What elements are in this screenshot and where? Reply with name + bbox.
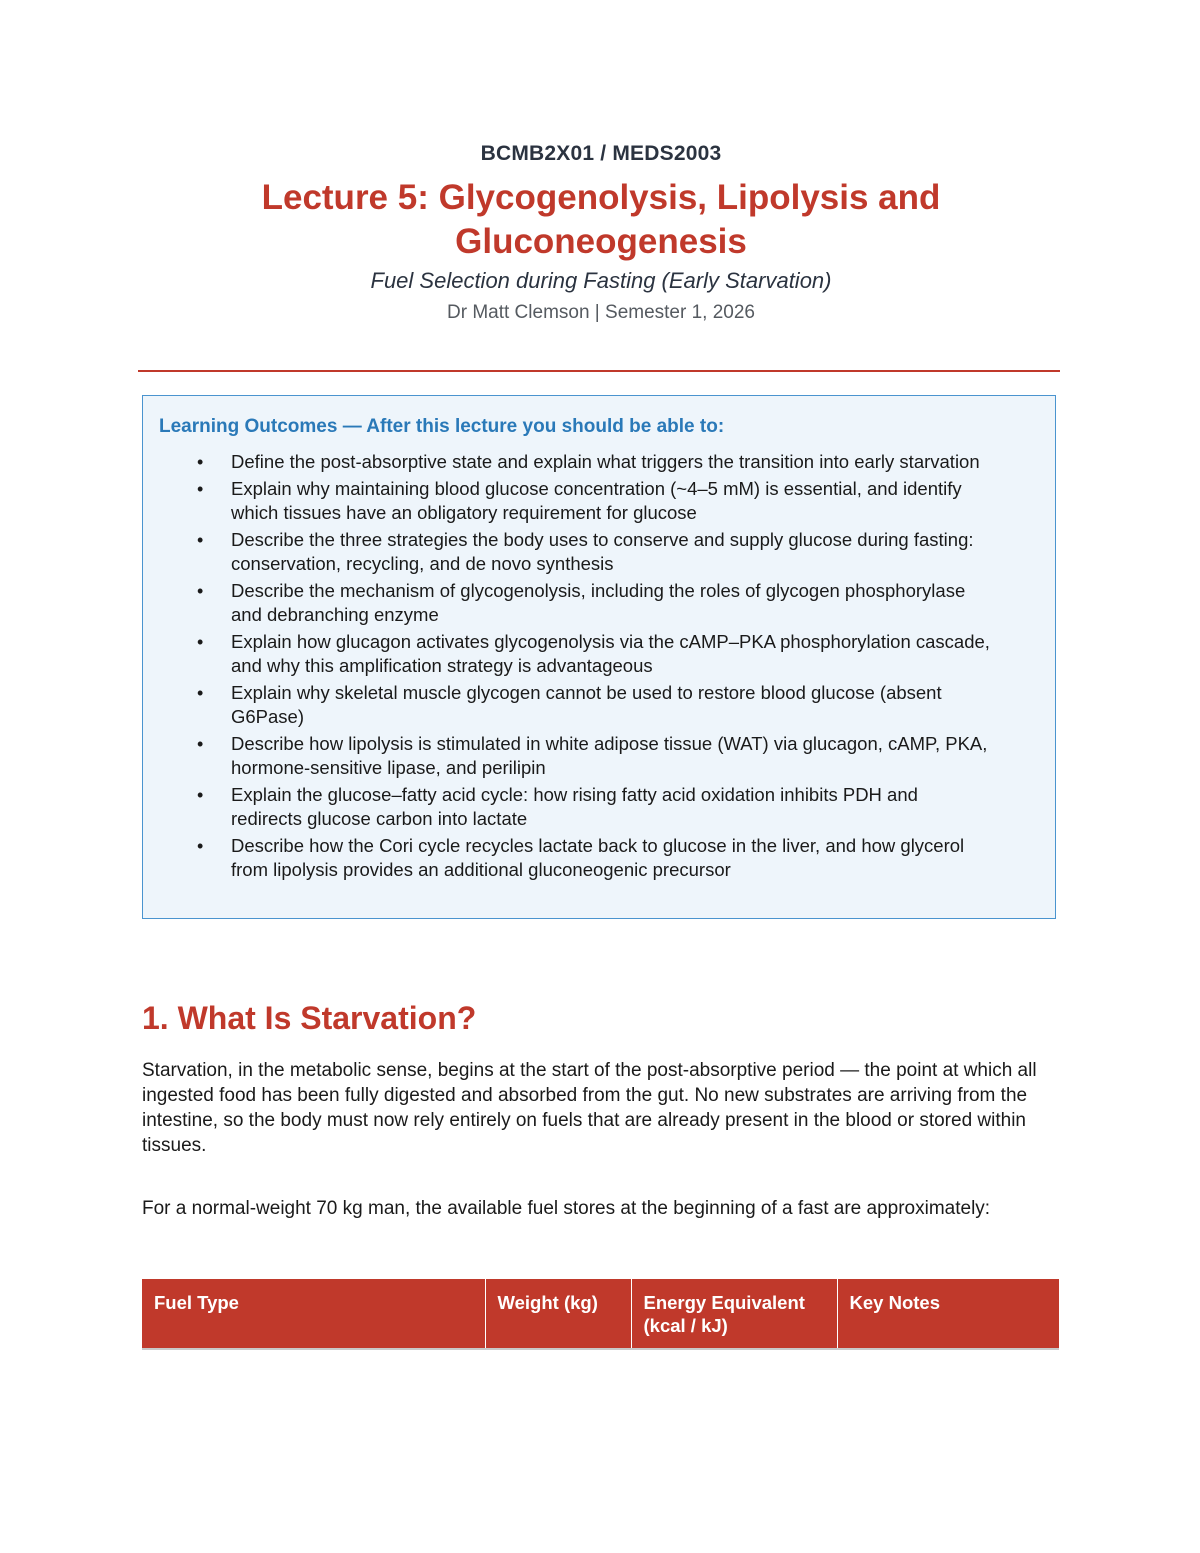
section-paragraph-2: For a normal-weight 70 kg man, the available fuel stores at the beginning of a fast are approximately:: [142, 1198, 991, 1219]
column-header-weight: Weight (kg): [485, 1279, 631, 1349]
list-item: [143, 681, 991, 729]
list-item-text: Describe how the Cori cycle recycles lactate back to glucose in the liver, and how glycerol from lipolysis provides an additional gluconeogenic precursor: [231, 835, 965, 880]
author-byline: Dr Matt Clemson | Semester 1, 2026: [447, 302, 755, 323]
bullet-icon: •: [197, 530, 204, 550]
list-item-text: Explain how glucagon activates glycogenolysis via the cAMP–PKA phosphorylation cascade, and why this amplification strategy is advantageous: [231, 631, 990, 676]
list-item: [143, 732, 991, 780]
section-paragraph-1: Starvation, in the metabolic sense, begins at the start of the post-absorptive period — the point at which all ingested food has been fully digested and absorbed from the gut. No new substrates are arriving from the intestine, so the body must now rely entirely on fuels that are already present in the blood or stored within tissues.: [142, 1060, 1037, 1156]
list-item-text: Explain the glucose–fatty acid cycle: how rising fatty acid oxidation inhibits PDH and redirects glucose carbon into lactate: [231, 784, 918, 829]
list-item-text: Explain why skeletal muscle glycogen cannot be used to restore blood glucose (absent G6Pase): [231, 682, 942, 727]
list-item-text: Define the post-absorptive state and explain what triggers the transition into early starvation: [231, 451, 980, 472]
bullet-icon: •: [197, 632, 204, 652]
learning-outcomes-box: [142, 395, 1056, 919]
bullet-icon: •: [197, 683, 204, 703]
list-item: [143, 579, 991, 627]
list-item-text: Describe how lipolysis is stimulated in white adipose tissue (WAT) via glucagon, cAMP, PKA, hormone-sensitive lipase, and perilipin: [231, 733, 988, 778]
table-header-row: [142, 1279, 1059, 1349]
list-item: [143, 450, 991, 474]
page-subtitle: Fuel Selection during Fasting (Early Starvation): [370, 268, 832, 293]
bullet-icon: •: [197, 581, 204, 601]
list-item: [143, 834, 991, 882]
column-header-fuel-type: Fuel Type: [142, 1279, 485, 1349]
list-item-text: Describe the mechanism of glycogenolysis, including the roles of glycogen phosphorylase and debranching enzyme: [231, 580, 966, 625]
list-item: [143, 630, 991, 678]
page-title-line-2: Gluconeogenesis: [455, 222, 747, 261]
list-item: [143, 528, 991, 576]
page-title: [142, 176, 1060, 264]
title-divider: [138, 370, 1060, 372]
bullet-icon: •: [197, 836, 204, 856]
fuel-stores-table: [142, 1279, 1059, 1349]
learning-outcomes-list: [143, 450, 991, 885]
list-item: [143, 783, 991, 831]
course-code: BCMB2X01 / MEDS2003: [480, 142, 722, 165]
column-header-energy: Energy Equivalent (kcal / kJ): [631, 1279, 837, 1349]
list-item-text: Explain why maintaining blood glucose concentration (~4–5 mM) is essential, and identify which tissues have an obligatory requirement for glucose: [231, 478, 962, 523]
table-bottom-rule: [142, 1348, 1059, 1350]
column-header-notes: Key Notes: [837, 1279, 1059, 1349]
bullet-icon: •: [197, 452, 204, 472]
bullet-icon: •: [197, 479, 204, 499]
bullet-icon: •: [197, 734, 204, 754]
page-title-line-1: Lecture 5: Glycogenolysis, Lipolysis and: [261, 178, 941, 217]
learning-outcomes-heading: Learning Outcomes — After this lecture you should be able to:: [159, 416, 725, 437]
list-item: [143, 477, 991, 525]
bullet-icon: •: [197, 785, 204, 805]
list-item-text: Describe the three strategies the body uses to conserve and supply glucose during fasting: conservation, recycling, and de novo synthesis: [231, 529, 974, 574]
section-heading: 1. What Is Starvation?: [142, 1000, 477, 1036]
